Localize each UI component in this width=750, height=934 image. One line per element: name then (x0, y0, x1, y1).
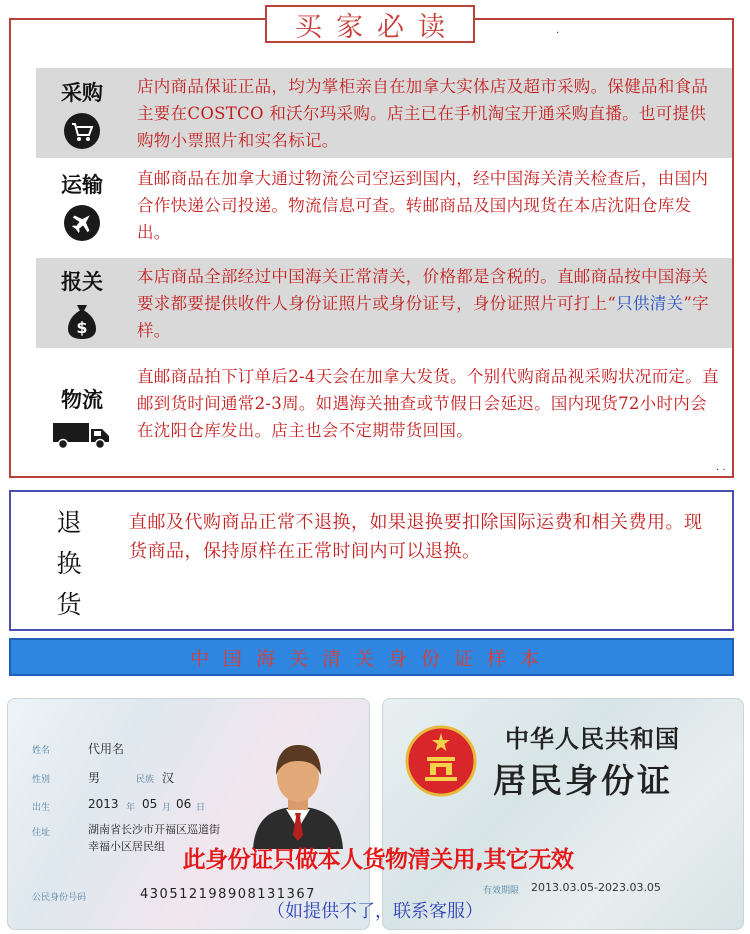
section-label: 运输 (61, 173, 103, 197)
section-text-before: 本店商品全部经过中国海关正常清关，价格都是含税的。直邮商品按中国海关要求都要提供收件人身份证照片或身份证号，身份证照片可打上“ (137, 267, 709, 313)
section-label: 报关 (61, 270, 103, 294)
birth-month-unit: 月 (162, 803, 172, 813)
truck-icon (52, 420, 112, 450)
section-text (137, 263, 722, 344)
section-purchasing-head (36, 68, 128, 158)
money-bag-icon (67, 302, 97, 340)
id-card-back (382, 698, 744, 930)
section-label: 采购 (61, 81, 103, 105)
returns-heading (49, 502, 89, 625)
section-text: 店内商品保证正品，均为掌柜亲自在加拿大实体店及超市采购。保健品和食品主要在COSTCO 和沃尔玛采购。店主已在手机淘宝开通采购直播。也可提供购物小票照片和实名标记。 (137, 77, 709, 150)
address-label: 住址 (32, 828, 51, 838)
id-card-front (7, 698, 370, 930)
section-logistics-head (36, 358, 128, 476)
name-value: 代用名 (88, 742, 125, 756)
id-number-value: 430512198908131367 (140, 887, 316, 902)
section-logistics (36, 358, 732, 476)
returns-heading-char: 退 (56, 508, 82, 537)
section-text: 直邮商品拍下订单后2-4天会在加拿大发货。个别代购商品视采购状况而定。直邮到货时间通常2-3周。如遇海关抽查或节假日会延迟。国内现货72小时内会在沈阳仓库发出。店主也会不定期带货回国。 (137, 367, 719, 440)
id-sample-banner (9, 638, 734, 676)
section-text: 直邮商品在加拿大通过物流公司空运到国内，经中国海关清关检查后，由国内合作快递公司投递。物流信息可查。转邮商品及国内现货在本店沈阳仓库发出。 (137, 169, 709, 242)
page-title: 买家必读 (265, 5, 475, 43)
svg-text:$: $ (76, 318, 88, 337)
section-shipping-head (36, 160, 128, 250)
gender-value: 男 (88, 771, 101, 785)
returns-text: 直邮及代购商品正常不退换，如果退换要扣除国际运费和相关费用。现货商品，保持原样在正常时间内可以退换。 (129, 512, 703, 562)
decor-dot: · (556, 28, 560, 39)
birth-label: 出生 (32, 803, 51, 813)
birth-year-unit: 年 (126, 803, 136, 813)
avatar-icon (248, 739, 348, 849)
address-line-2: 幸福小区居民组 (88, 840, 165, 853)
birth-day: 06 (176, 797, 192, 811)
returns-heading-char: 换 (56, 549, 82, 578)
birth-month: 05 (142, 797, 158, 811)
ethnicity-label: 民族 (136, 775, 155, 785)
birth-day-unit: 日 (196, 803, 206, 813)
section-text-after: ”字样。 (137, 294, 709, 340)
section-customs-head (36, 258, 128, 348)
buyer-must-read-panel (9, 18, 734, 478)
section-shipping (36, 160, 732, 250)
gender-label: 性别 (32, 775, 51, 785)
section-text-highlight: 只供清关 (616, 294, 684, 313)
name-label: 姓名 (32, 746, 51, 756)
ethnicity-value: 汉 (162, 771, 175, 785)
decor-dots: · · (716, 465, 726, 476)
card-name: 居民身份证 (493, 761, 673, 800)
section-label: 物流 (61, 388, 103, 412)
address-line-1: 湖南省长沙市开福区巡道街 (88, 823, 220, 836)
valid-period-label: 有效期限 (483, 886, 520, 896)
country-name: 中华人民共和国 (505, 724, 680, 753)
id-number-label: 公民身份号码 (32, 893, 87, 903)
contact-note: （如提供不了，联系客服） (267, 901, 483, 922)
banner-text: 中国海关清关身份证样本 (189, 647, 553, 670)
shopping-cart-icon (64, 113, 100, 149)
airplane-icon (64, 205, 100, 241)
national-emblem-icon (405, 723, 477, 799)
id-usage-warning: 此身份证只做本人货物清关用,其它无效 (182, 847, 574, 873)
returns-heading-char: 货 (56, 590, 82, 619)
returns-panel (9, 490, 734, 631)
section-customs (36, 258, 732, 348)
birth-year: 2013 (88, 797, 119, 811)
section-purchasing (36, 68, 732, 158)
valid-period-value: 2013.03.05-2023.03.05 (531, 881, 661, 894)
